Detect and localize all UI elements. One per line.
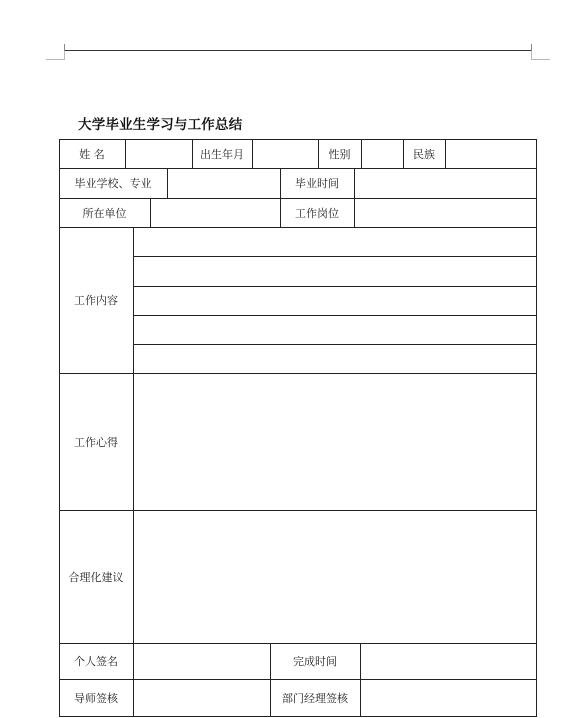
- birth-field[interactable]: [253, 140, 318, 168]
- work-content-line-5[interactable]: [134, 345, 536, 373]
- header-left-tick: [64, 44, 65, 51]
- table-border-bottom: [59, 716, 537, 717]
- ethnicity-field[interactable]: [446, 140, 536, 168]
- graduation-time-label: 毕业时间: [295, 177, 339, 190]
- birth-label: 出生年月: [200, 147, 244, 161]
- personal-signature-field[interactable]: [134, 644, 270, 679]
- mentor-review-label: 导师签核: [74, 691, 118, 705]
- suggestion-field[interactable]: [134, 511, 536, 643]
- mentor-review-field[interactable]: [134, 680, 270, 716]
- document-title: 大学毕业生学习与工作总结: [78, 117, 243, 133]
- completion-time-field[interactable]: [361, 644, 536, 679]
- personal-signature-label: 个人签名: [74, 655, 118, 668]
- work-content-label: 工作内容: [74, 294, 118, 307]
- work-experience-field[interactable]: [134, 374, 536, 510]
- header-line: [64, 50, 532, 51]
- position-field[interactable]: [355, 199, 536, 227]
- completion-time-label: 完成时间: [293, 655, 337, 668]
- work-content-line-3[interactable]: [134, 287, 536, 315]
- suggestion-label: 合理化建议: [68, 570, 124, 584]
- crop-mark-left: [46, 59, 64, 60]
- graduation-time-field[interactable]: [355, 169, 536, 198]
- name-label: 姓 名: [79, 147, 105, 161]
- name-field[interactable]: [126, 140, 192, 168]
- school-major-label: 毕业学校、专业: [74, 177, 152, 190]
- gender-label: 性别: [328, 147, 351, 161]
- table-border-right: [536, 139, 537, 717]
- position-label: 工作岗位: [295, 206, 339, 220]
- employer-field[interactable]: [151, 199, 280, 227]
- header-right-tick: [531, 44, 532, 51]
- school-major-field[interactable]: [168, 169, 280, 198]
- work-experience-label: 工作心得: [74, 435, 118, 449]
- crop-mark-right: [532, 59, 550, 60]
- ethnicity-label: 民族: [413, 147, 435, 161]
- manager-review-field[interactable]: [361, 680, 536, 716]
- work-content-line-1[interactable]: [134, 228, 536, 256]
- manager-review-label: 部门经理签核: [282, 691, 348, 705]
- employer-label: 所在单位: [82, 206, 127, 220]
- work-content-line-2[interactable]: [134, 257, 536, 286]
- crop-mark-left-v: [64, 51, 65, 60]
- work-content-line-4[interactable]: [134, 316, 536, 344]
- crop-mark-right-v: [531, 51, 532, 60]
- gender-field[interactable]: [362, 140, 403, 168]
